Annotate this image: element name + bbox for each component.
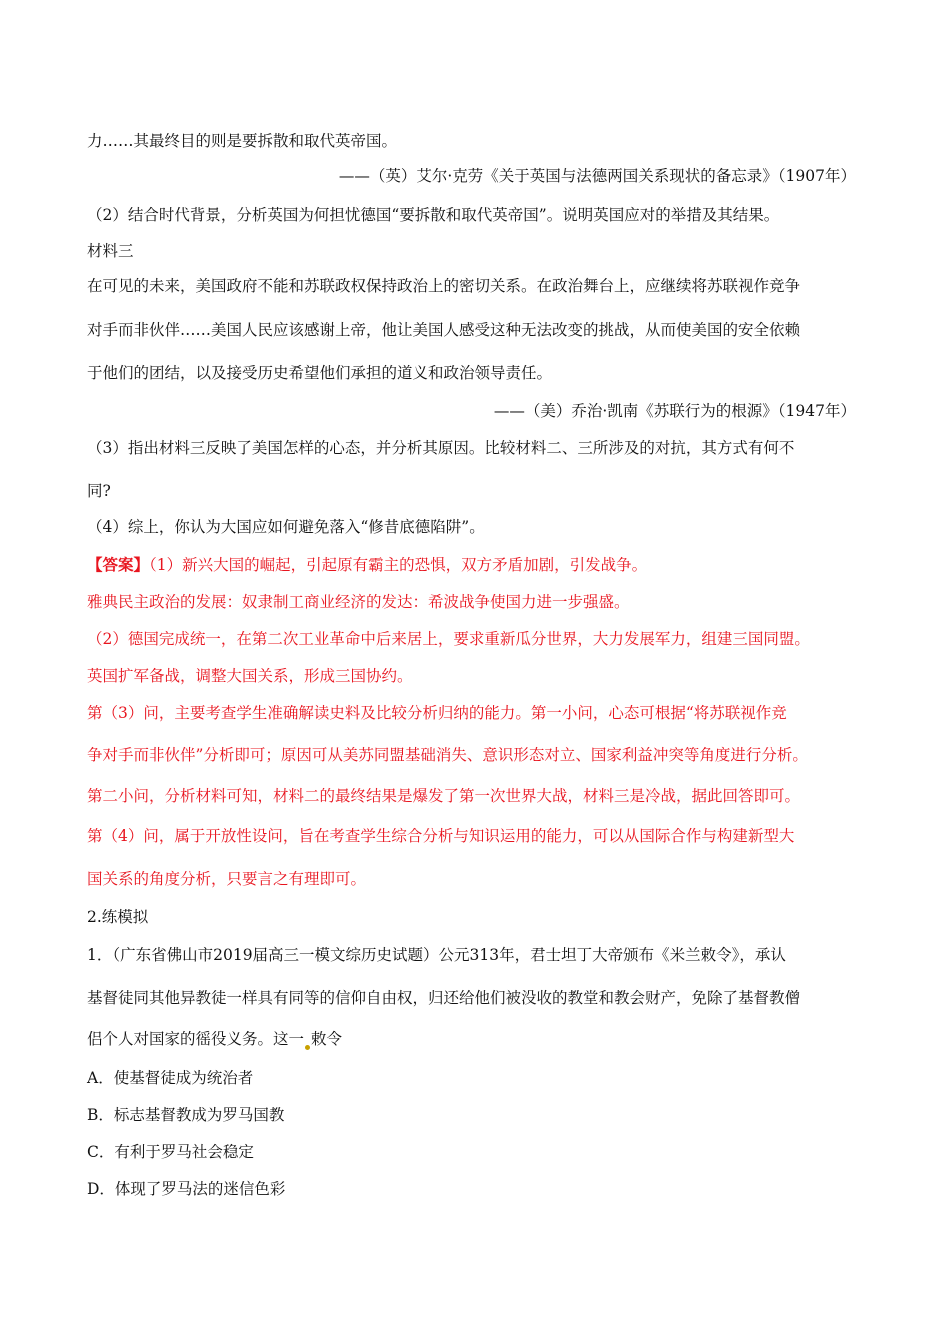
material3-title: 材料三 xyxy=(87,242,134,260)
answer-line-1 xyxy=(87,555,856,575)
answer-text-1: （1）新兴大国的崛起，引起原有霸主的恐惧，双方矛盾加剧，引发战争。 xyxy=(149,556,648,574)
edit-mark-icon xyxy=(305,1045,310,1050)
answer-line-9: 国关系的角度分析，只要言之有理即可。 xyxy=(87,870,367,888)
question-1-line-1: 1．（广东省佛山市2019届高三一模文综历史试题）公元313年，君士坦丁大帝颁布《米兰敕令》，承认 xyxy=(87,946,786,964)
material2-source: ——（英）艾尔·克劳《关于英国与法德两国关系现状的备忘录》（1907年） xyxy=(338,167,856,185)
material2-tail: 力……其最终目的则是要拆散和取代英帝国。 xyxy=(87,132,398,150)
material3-line-2: 对手而非伙伴……美国人民应该感谢上帝，他让美国人感受这种无法改变的挑战，从而使美国的安全依赖 xyxy=(87,321,801,339)
material3-source: ——（美）乔治·凯南《苏联行为的根源》（1947年） xyxy=(493,402,856,420)
option-a: A．使基督徒成为统治者 xyxy=(87,1069,254,1087)
question-1-line-3-b: 敕令 xyxy=(311,1030,343,1048)
option-c: C．有利于罗马社会稳定 xyxy=(87,1143,254,1161)
answer-label: 【答案】 xyxy=(87,555,150,574)
answer-line-4: 英国扩军备战，调整大国关系，形成三国协约。 xyxy=(87,667,413,685)
question-4: （4）综上，你认为大国应如何避免落入“修昔底德陷阱”。 xyxy=(87,518,485,536)
answer-line-7: 第二小问，分析材料可知，材料二的最终结果是爆发了第一次世界大战，材料三是冷战，据此回答即可。 xyxy=(87,787,801,805)
answer-line-2: 雅典民主政治的发展：奴隶制工商业经济的发达：希波战争使国力进一步强盛。 xyxy=(87,593,630,611)
option-d: D．体现了罗马法的迷信色彩 xyxy=(87,1180,286,1198)
question-3-line-1: （3）指出材料三反映了美国怎样的心态，并分析其原因。比较材料二、三所涉及的对抗，其方式有何不 xyxy=(87,439,795,457)
material3-line-3: 于他们的团结，以及接受历史希望他们承担的道义和政治领导责任。 xyxy=(87,364,553,382)
question-2: （2）结合时代背景，分析英国为何担忧德国“要拆散和取代英帝国”。说明英国应对的举措及其结果。 xyxy=(87,206,780,224)
question-3-line-2: 同? xyxy=(87,482,111,500)
option-b: B．标志基督教成为罗马国教 xyxy=(87,1106,285,1124)
material3-line-1: 在可见的未来，美国政府不能和苏联政权保持政治上的密切关系。在政治舞台上，应继续将苏联视作竞争 xyxy=(87,277,801,295)
answer-line-6: 争对手而非伙伴”分析即可；原因可从美苏同盟基础消失、意识形态对立、国家利益冲突等角度进行分析。 xyxy=(87,746,808,764)
question-1-line-3 xyxy=(87,1029,856,1050)
answer-line-5: 第（3）问，主要考查学生准确解读史料及比较分析归纳的能力。第一小问，心态可根据“将苏联视作竞 xyxy=(87,704,787,722)
question-1-line-2: 基督徒同其他异教徒一样具有同等的信仰自由权，归还给他们被没收的教堂和教会财产，免除了基督教僧 xyxy=(87,989,801,1007)
answer-line-3: （2）德国完成统一，在第二次工业革命中后来居上，要求重新瓜分世界，大力发展军力，组建三国同盟。 xyxy=(87,630,810,648)
question-1-line-3-a: 侣个人对国家的徭役义务。这一 xyxy=(87,1030,305,1048)
section-2-title: 2.练模拟 xyxy=(87,908,149,926)
answer-line-8: 第（4）问，属于开放性设问，旨在考查学生综合分析与知识运用的能力，可以从国际合作与构建新型大 xyxy=(87,827,795,845)
